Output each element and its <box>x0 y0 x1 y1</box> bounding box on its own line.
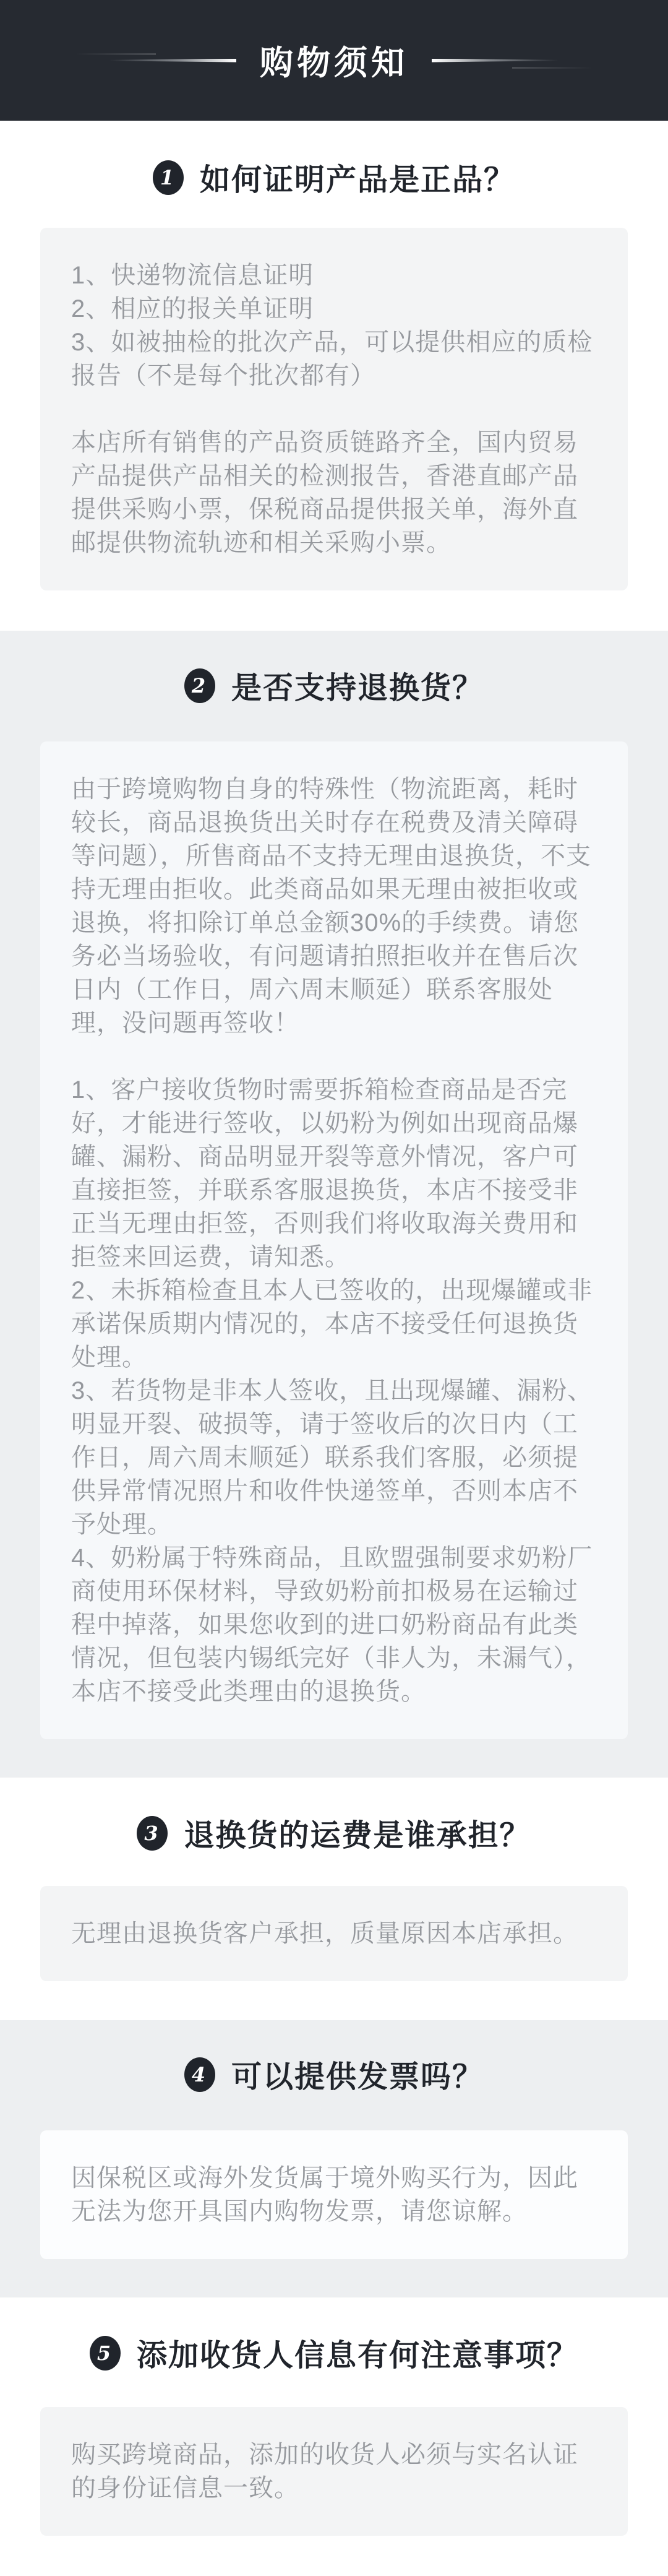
question-1-title: 如何证明产品是正品？ <box>199 163 515 197</box>
question-1-heading <box>0 156 668 199</box>
question-1-number-badge: 1 <box>153 160 184 195</box>
answer-paragraph: 由于跨境购物自身的特殊性（物流距离，耗时较长，商品退换货出关时存在税费及清关障碍等问题），所售商品不支持无理由退换货，不支持无理由拒收。此类商品如果无理由被拒收或退换，将扣除订单总金额30%的手续费。请您务必当场验收，有问题请拍照拒收并在售后次日内（工作日，周六周末顺延）联系客服处理，没问题再签收！ <box>71 776 591 1037</box>
question-5-title: 添加收货人信息有何注意事项？ <box>136 2339 578 2372</box>
answer-item: 1、客户接收货物时需要拆箱检查商品是否完好，才能进行签收，以奶粉为例如出现商品爆罐、漏粉、商品明显开裂等意外情况，客户可直接拒签，并联系客服退换货，本店不接受非正当无理由拒签，否则我们将收取海关费用和拒签来回运费，请知悉。 <box>71 1076 578 1271</box>
header-decor-line-left-icon <box>109 59 236 63</box>
question-3-answer-box <box>40 1886 628 1981</box>
question-1-answer-box <box>40 228 628 590</box>
answer-paragraph: 购买跨境商品，添加的收货人必须与实名认证的身份证信息一致。 <box>71 2441 578 2502</box>
answer-paragraph: 本店所有销售的产品资质链路齐全，国内贸易产品提供产品相关的检测报告，香港直邮产品提供采购小票，保税商品提供报关单，海外直邮提供物流轨迹和相关采购小票。 <box>71 429 578 556</box>
question-3-title: 退换货的运费是谁承担？ <box>184 1819 531 1852</box>
question-3-number-badge: 3 <box>137 1816 168 1851</box>
page-title: 购物须知 <box>260 45 408 82</box>
answer-item: 3、若货物是非本人签收，且出现爆罐、漏粉、明显开裂、破损等，请于签收后的次日内（工作日，周六周末顺延）联系我们客服，必须提供异常情况照片和收件快递签单，否则本店不予处理。 <box>71 1377 593 1538</box>
question-5-answer-box <box>40 2407 628 2536</box>
question-4-heading <box>0 2053 668 2096</box>
question-4-title: 可以提供发票吗？ <box>231 2060 484 2094</box>
answer-line: 2、相应的报关单证明 <box>71 295 314 322</box>
question-5-heading <box>0 2332 668 2375</box>
question-4-answer-box <box>40 2130 628 2259</box>
question-5-number-badge: 5 <box>90 2336 121 2371</box>
answer-paragraph: 因保税区或海外发货属于境外购买行为，因此无法为您开具国内购物发票，请您谅解。 <box>71 2164 578 2225</box>
question-2-heading <box>0 664 668 707</box>
answer-item: 4、奶粉属于特殊商品，且欧盟强制要求奶粉厂商使用环保材料，导致奶粉前扣极易在运输过程中掉落，如果您收到的进口奶粉商品有此类情况，但包装内锡纸完好（非人为，未漏气），本店不接受此类理由的退换货。 <box>71 1544 593 1705</box>
question-4-number-badge: 4 <box>184 2057 215 2092</box>
question-2-answer-box <box>40 741 628 1739</box>
question-2-number-badge: 2 <box>184 668 215 703</box>
question-4-section <box>0 2020 668 2297</box>
answer-item: 2、未拆箱检查且本人已签收的，出现爆罐或非承诺保质期内情况的，本店不接受任何退换货处理。 <box>71 1277 593 1371</box>
header-decor-line-right-icon <box>432 59 559 63</box>
answer-line: 1、快递物流信息证明 <box>71 262 314 289</box>
page-header <box>0 0 668 121</box>
question-2-section <box>0 631 668 1778</box>
answer-line: 3、如被抽检的批次产品，可以提供相应的质检报告（不是每个批次都有） <box>71 329 593 389</box>
answer-paragraph: 无理由退换货客户承担，质量原因本店承担。 <box>71 1920 578 1947</box>
question-3-heading <box>0 1812 668 1855</box>
question-2-title: 是否支持退换货？ <box>231 672 484 705</box>
